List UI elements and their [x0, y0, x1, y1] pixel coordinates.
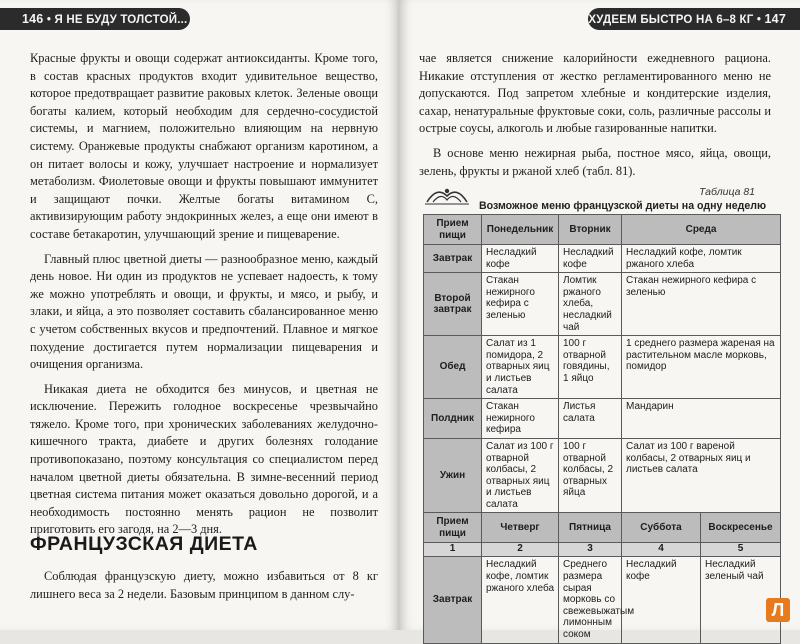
right-body-text: [419, 50, 771, 180]
table-cell: Несладкий кофе: [482, 245, 559, 273]
paragraph: Соблюдая французскую диету, можно избавиться от 8 кг лишнего веса за 2 недели. Базовым принципом в данном слу-: [30, 569, 378, 601]
table-row-head: Завтрак: [424, 245, 482, 273]
right-running-title: ХУДЕЕМ БЫСТРО НА 6–8 КГ •: [588, 14, 762, 26]
paragraph: чае является снижение калорийности ежедневного рациона. Никакие отступления от жестко регламентированного меню не допускаются. Под запретом хлебные и кондитерские изделия, сахар, ненатуральные фруктовые соки, соль, различные рассолы и острые соусы, алкоголь и любые газированные напитки.: [419, 51, 771, 136]
paragraph: Главный плюс цветной диеты — разнообразное меню, каждый день новое. Ни один из продуктов не успевает надоесть, к тому же можно употреблять и овощи, и фрукты, и мясо, и рыбу, и злаки, и яйца, а это позволяет составить сбалансированное меню с учетом собственных вкусов и предпочтений. Плавное и мягкое похудение достигается путем нормализации пищеварения и очищения организма.: [30, 251, 378, 372]
table-row-head: Обед: [424, 336, 482, 399]
table-cell: Несладкий кофе, ломтик ржаного хлеба: [622, 245, 781, 273]
table-cell: Ломтик ржаного хлеба, несладкий чай: [559, 273, 622, 336]
table-cell: Листья салата: [559, 399, 622, 439]
left-running-head: [0, 8, 190, 30]
table-number-row: [424, 543, 781, 557]
table-header-cell: Четверг: [482, 513, 559, 543]
table-row-head: Завтрак: [424, 557, 482, 643]
table-caption: Таблица 81: [699, 186, 756, 198]
table-number-cell: 3: [559, 543, 622, 557]
table-row: [424, 245, 781, 273]
table-cell: 1 среднего размера жареная на растительном масле морковь, помидор: [622, 336, 781, 399]
table-header-row: [424, 513, 781, 543]
table-cell: 100 г отварной говядины, 1 яйцо: [559, 336, 622, 399]
table-row: [424, 438, 781, 513]
left-body-text: [30, 50, 378, 539]
table-header-row: [424, 215, 781, 245]
table-cell: Несладкий зеленый чай: [701, 557, 781, 643]
table-cell: Салат из 1 помидора, 2 отварных яиц и листьев салата: [482, 336, 559, 399]
left-page: [0, 0, 399, 630]
table-number-cell: 4: [622, 543, 701, 557]
table-cell: Стакан нежирного кефира: [482, 399, 559, 439]
table-header-cell: Вторник: [559, 215, 622, 245]
table-header-cell: Понедельник: [482, 215, 559, 245]
table-row: [424, 336, 781, 399]
table-cell: Салат из 100 г вареной колбасы, 2 отварных яиц и листьев салата: [622, 438, 781, 513]
table-row-head: Ужин: [424, 438, 482, 513]
table-number-cell: 1: [424, 543, 482, 557]
table-header-cell: Пятница: [559, 513, 622, 543]
paragraph: Красные фрукты и овощи содержат антиоксиданты. Кроме того, в состав красных продуктов входит удивительное вещество, которое предотвращает развитие раковых клеток. Зеленые овощи богаты калием, который необходим для сердечно-сосудистой системы, и магнием, положительно влияющим на нервную систему. Оранжевые продукты снабжают организм каротином, а он питает волосы и кожу, улучшает настроение и нормализует метаболизм. Фиолетовые овощи и фрукты повышают иммунитет и защищают почки. Желтые богаты витамином С, активизирующим работу эндокринных желез, а еще они имеют в составе бетакаротин, улучшающий зрение и пищеварение.: [30, 51, 378, 241]
table-cell: 100 г отварной колбасы, 2 отварных яйца: [559, 438, 622, 513]
table-row: [424, 557, 781, 643]
table-cell: Несладкий кофе: [622, 557, 701, 643]
left-page-number: 146: [22, 12, 44, 26]
table-header-cell: Воскресенье: [701, 513, 781, 543]
table-header-cell: Суббота: [622, 513, 701, 543]
right-running-head: [588, 8, 800, 30]
table-row-head: Полдник: [424, 399, 482, 439]
table-ornament-icon: [423, 184, 471, 206]
table-cell: Несладкий кофе, ломтик ржаного хлеба: [482, 557, 559, 643]
table-cell: Несладкий кофе: [559, 245, 622, 273]
right-page-number: 147: [764, 12, 786, 26]
table-row: [424, 399, 781, 439]
table-number-cell: 2: [482, 543, 559, 557]
table-number-cell: 5: [701, 543, 781, 557]
table-cell: Среднего размера сырая морковь со свежевыжатым лимонным соком: [559, 557, 622, 643]
table-cell: Стакан нежирного кефира с зеленью: [622, 273, 781, 336]
table-row: [424, 273, 781, 336]
paragraph: В основе меню нежирная рыба, постное мясо, яйца, овощи, зелень, фрукты и ржаной хлеб (табл. 81).: [419, 145, 771, 178]
table-header-cell: Прием пищи: [424, 215, 482, 245]
table-header-cell: Среда: [622, 215, 781, 245]
table-cell: Мандарин: [622, 399, 781, 439]
table-cell: Салат из 100 г отварной колбасы, 2 отварных яиц и листьев салата: [482, 438, 559, 513]
table-title: Возможное меню французской диеты на одну неделю: [479, 200, 766, 212]
section-body: [30, 568, 378, 603]
left-running-title: • Я НЕ БУДУ ТОЛСТОЙ...: [46, 14, 188, 26]
paragraph: Никакая диета не обходится без минусов, и цветная не исключение. Пережить голодное воскресенье чрезвычайно тяжело. Кроме того, при хронических заболеваниях желудочно-кишечного тракта, диабете и других болезнях голодание противопоказано, поэтому консультация со специалистом перед началом цветной диеты обязательна. В зимне-весенний период цветная система питания может оказаться довольно дорогой, и а необходимость постоянно менять рацион не позволит приготовить его загодя, на 2—3 дня.: [30, 381, 378, 537]
table-row-head: Второй завтрак: [424, 273, 482, 336]
section-title: ФРАНЦУЗСКАЯ ДИЕТА: [30, 533, 258, 555]
right-page: [399, 0, 800, 641]
table-header-cell: Прием пищи: [424, 513, 482, 543]
menu-table: [423, 214, 781, 644]
table-cell: Стакан нежирного кефира с зеленью: [482, 273, 559, 336]
publisher-logo-icon: Л: [766, 598, 790, 622]
